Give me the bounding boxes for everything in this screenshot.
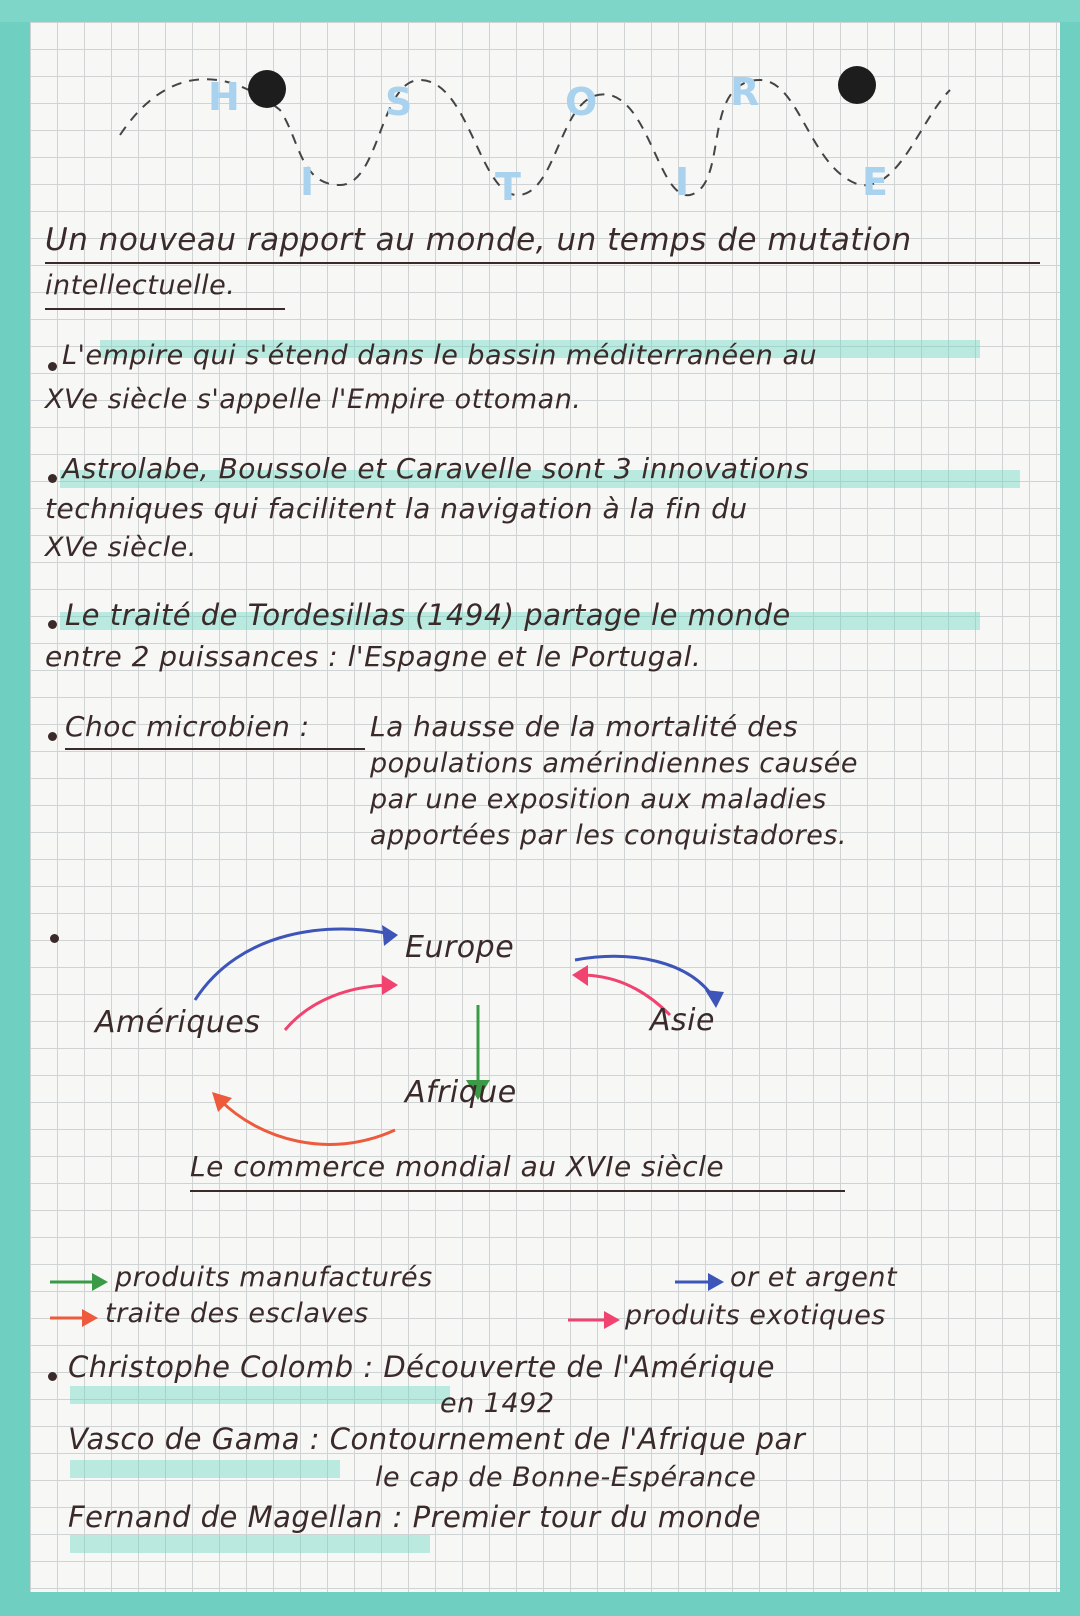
- title-wave: [120, 79, 950, 195]
- legend-pink: produits exotiques: [625, 1300, 886, 1331]
- explorer-gama-detail: le cap de Bonne-Espérance: [375, 1462, 757, 1493]
- arrow-pink-ameriques-europe: [285, 985, 395, 1030]
- bullet: [48, 732, 57, 741]
- p4-line: apportées par les conquistadores.: [370, 820, 847, 851]
- caption-underline: [190, 1190, 845, 1192]
- title-letter: I: [675, 160, 690, 204]
- bullet: [48, 1372, 57, 1381]
- p2-line: XVe siècle.: [45, 532, 197, 563]
- diagram-asie: Asie: [650, 1003, 715, 1038]
- bullet: [50, 934, 59, 943]
- explorer-colomb: Christophe Colomb : Découverte de l'Amérique: [68, 1350, 775, 1384]
- title-letter: T: [495, 165, 521, 209]
- bullet: [48, 362, 57, 371]
- explorer-gama: Vasco de Gama : Contournement de l'Afrique par: [68, 1422, 806, 1456]
- title-letter: I: [300, 160, 315, 204]
- heading-line: Un nouveau rapport au monde, un temps de mutation: [45, 222, 912, 258]
- title-letter: H: [208, 75, 240, 119]
- legend-green: produits manufacturés: [115, 1262, 433, 1293]
- legend-red: traite des esclaves: [105, 1298, 369, 1329]
- p1-line: XVe siècle s'appelle l'Empire ottoman.: [45, 384, 582, 415]
- legend-arrow-blue: [675, 1273, 724, 1291]
- heading-underline: [45, 308, 285, 310]
- p4-label: Choc microbien :: [65, 710, 310, 743]
- legend-arrow-green: [50, 1273, 108, 1291]
- p2-line: Astrolabe, Boussole et Caravelle sont 3 innovations: [62, 452, 810, 485]
- highlight: [70, 1386, 450, 1404]
- heading-line: intellectuelle.: [45, 270, 236, 301]
- arrow-blue-ameriques-europe: [195, 929, 395, 1000]
- title-letter: R: [730, 70, 760, 114]
- binder-hole: [838, 66, 876, 104]
- diagram-caption: Le commerce mondial au XVIe siècle: [190, 1150, 725, 1183]
- legend-arrow-pink: [568, 1311, 620, 1329]
- arrow-red-afrique-ameriques: [220, 1100, 395, 1144]
- p3-line: Le traité de Tordesillas (1494) partage le monde: [65, 598, 791, 632]
- diagram-europe: Europe: [405, 930, 515, 965]
- highlight: [70, 1535, 430, 1553]
- arrowhead-pink-europe: [572, 965, 588, 986]
- highlight: [70, 1460, 340, 1478]
- arrowhead-pink: [382, 975, 398, 995]
- heading-underline: [45, 262, 1040, 264]
- p3-line: entre 2 puissances : l'Espagne et le Portugal.: [45, 640, 702, 673]
- explorer-magellan: Fernand de Magellan : Premier tour du monde: [68, 1500, 761, 1534]
- diagram-ameriques: Amériques: [95, 1005, 261, 1040]
- explorer-colomb-date: en 1492: [440, 1388, 555, 1419]
- title-letter: O: [565, 80, 598, 124]
- title-letter: S: [385, 80, 413, 124]
- p4-line: par une exposition aux maladies: [370, 784, 827, 815]
- bullet: [48, 474, 57, 483]
- p4-line: La hausse de la mortalité des: [370, 710, 799, 743]
- legend-arrow-red: [50, 1309, 98, 1327]
- arrowhead-blue: [382, 925, 398, 946]
- p1-line: L'empire qui s'étend dans le bassin méditerranéen au: [62, 340, 818, 371]
- title-letter: E: [862, 160, 888, 204]
- p2-line: techniques qui facilitent la navigation à la fin du: [45, 492, 748, 525]
- binder-hole: [248, 70, 286, 108]
- diagram-afrique: Afrique: [405, 1075, 517, 1110]
- bullet: [48, 620, 57, 629]
- legend-blue: or et argent: [730, 1262, 898, 1293]
- p4-line: populations amérindiennes causée: [370, 748, 859, 779]
- p4-label-underline: [65, 748, 365, 750]
